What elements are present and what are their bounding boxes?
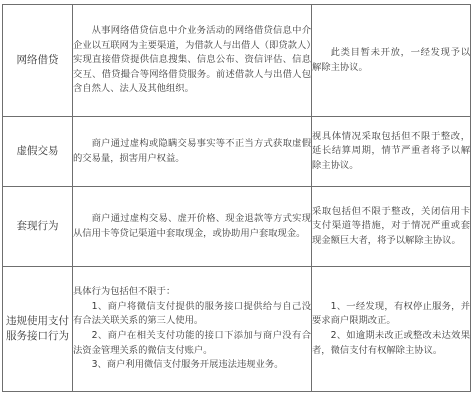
violation-description-intro: 具体行为包括但不限于：	[73, 286, 176, 298]
violation-rules-table	[2, 4, 471, 392]
violation-description-item: 1、商户将微信支付提供的服务接口提供给与自己没有合法关联关系的第三人使用。	[73, 300, 311, 327]
table-row	[3, 267, 471, 392]
violation-type-line: 违规使用支付	[6, 315, 69, 327]
violation-type: 网络借贷	[16, 54, 59, 66]
violation-description-cell	[73, 117, 312, 187]
violation-type-cell	[3, 267, 73, 392]
handling-measure-item: 1、一经发现，有权停止服务，并要求商户限期改正。	[312, 300, 470, 327]
violation-description-cell	[73, 187, 312, 267]
table-row	[3, 117, 471, 187]
handling-measure-cell	[312, 267, 471, 392]
handling-measure-item: 2、如逾期未改正或整改未达效果者，微信支付有权解除主协议。	[312, 330, 470, 356]
handling-measure-cell	[312, 117, 471, 187]
violation-type-cell	[3, 5, 73, 117]
table-row	[3, 5, 471, 117]
violation-type: 套现行为	[16, 220, 59, 232]
handling-measure-cell	[312, 187, 471, 267]
violation-description-cell	[73, 5, 312, 117]
handling-measure: 此类目暂未开放，一经发现予以解除主协议。	[312, 46, 470, 73]
handling-measure: 视具体情况采取包括但不限于整改，延长结算周期，情节严重者将予以解除主协议。	[312, 130, 470, 171]
violation-description-cell	[73, 267, 312, 392]
violation-type-cell	[3, 117, 73, 187]
table-row	[3, 187, 471, 267]
violation-type-cell	[3, 187, 73, 267]
violation-description: 商户通过虚构交易、虚开价格、现金退款等方式实现从信用卡等贷记渠道中套取现金，或协助用户套取现金。	[73, 212, 311, 239]
violation-description-item: 3、商户利用微信支付服务开展违法违规业务。	[91, 359, 284, 371]
handling-measure: 采取包括但不限于整改，关闭信用卡支付渠道等措施，对于情况严重或套现金额巨大者，将予以解除主协议。	[312, 205, 470, 246]
violation-description: 商户通过虚构或隐瞒交易事实等不正当方式获取虚假的交易量，损害用户权益。	[73, 137, 311, 164]
violation-description: 从事网络借贷信息中介业务活动的网络借贷信息中介企业以互联网为主要渠道，为借款人与出借人（即贷款人）实现直接借贷提供信息搜集、信息公布、资信评估、信息交互、借贷撮合等网络借贷服务。前述借款人与出借人包含自然人、法人及其他组织。	[73, 25, 311, 95]
handling-measure-cell	[312, 5, 471, 117]
violation-type-line: 服务接口行为	[6, 330, 69, 342]
violation-description-item: 2、商户在相关支付功能的接口下添加与商户没有合法资金管理关系的微信支付账户。	[73, 330, 311, 356]
violation-type: 虚假交易	[16, 145, 59, 157]
